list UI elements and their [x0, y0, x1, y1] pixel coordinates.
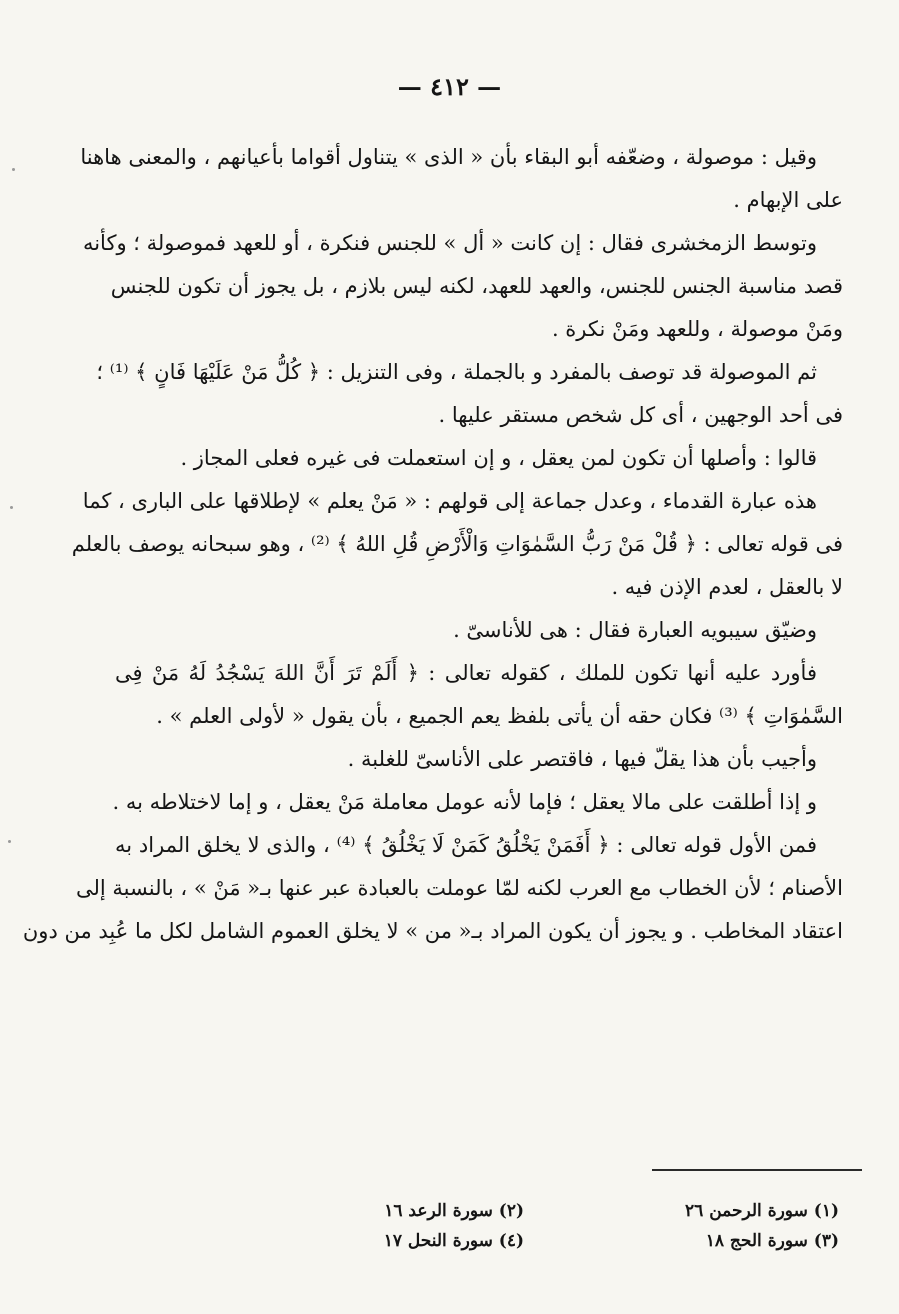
- text-line: و إذا أطلقت على مالا يعقل ؛ فإما لأنه عومل معاملة مَنْ يعقل ، و إما لاختلاطه به .: [112, 790, 817, 814]
- footnote-divider: [652, 1169, 862, 1171]
- text-line: فى قوله تعالى : ﴿ قُلْ مَنْ رَبُّ السَّمٰوَاتِ وَالْأَرْضِ قُلِ اللهُ ﴾ ⁽²⁾ ، وهو سبحانه يوصف بالعلم: [71, 532, 843, 556]
- text-line: فأورد عليه أنها تكون للملك ، كقوله تعالى : ﴿ أَلَمْ تَرَ أَنَّ اللهَ يَسْجُدُ لَهُ مَنْ فِى: [115, 661, 817, 685]
- text-line: هذه عبارة القدماء ، وعدل جماعة إلى قولهم : « مَنْ يعلم » لإطلاقها على البارى ، كما: [82, 489, 817, 513]
- text-line: فى أحد الوجهين ، أى كل شخص مستقر عليها .: [438, 403, 843, 427]
- text-line: السَّمٰوَاتِ ﴾ ⁽³⁾ فكان حقه أن يأتى بلفظ يعم الجميع ، بأن يقول « لأولى العلم » .: [156, 704, 843, 728]
- body-text: [22, 136, 843, 953]
- text-line: قالوا : وأصلها أن تكون لمن يعقل ، و إن استعملت فى غيره فعلى المجاز .: [180, 446, 817, 470]
- page-number: — ٤١٢ —: [397, 72, 502, 101]
- footnotes: [299, 1198, 839, 1254]
- text-line: لا بالعقل ، لعدم الإذن فيه .: [611, 575, 843, 599]
- text-line: ثم الموصولة قد توصف بالمفرد و بالجملة ، وفى التنزيل : ﴿ كُلُّ مَنْ عَلَيْهَا فَانٍ ﴾ ⁽¹⁾ ؛: [96, 360, 817, 384]
- scan-speck: [10, 506, 13, 509]
- text-line: اعتقاد المخاطب . و يجوز أن يكون المراد بـ« من » لا يخلق العموم الشامل لكل ما عُبِد من دون: [22, 919, 843, 943]
- text-line: فمن الأول قوله تعالى : ﴿ أَفَمَنْ يَخْلُقُ كَمَنْ لَا يَخْلُقُ ﴾ ⁽⁴⁾ ، والذى لا يخلق المراد به: [115, 833, 817, 857]
- footnote-3: (٣) سورة الحج ١٨: [705, 1231, 839, 1251]
- text-line: قصد مناسبة الجنس للجنس، والعهد للعهد، لكنه ليس بلازم ، بل يجوز أن تكون للجنس: [110, 274, 843, 298]
- footnote-2: (٢) سورة الرعد ١٦: [384, 1201, 524, 1221]
- text-line: ومَنْ موصولة ، وللعهد ومَنْ نكرة .: [551, 317, 843, 341]
- text-line: وضيّق سيبويه العبارة فقال : هى للأناسىّ .: [453, 618, 817, 642]
- scan-speck: [12, 168, 15, 171]
- text-line: وتوسط الزمخشرى فقال : إن كانت « أل » للجنس فنكرة ، أو للعهد فموصولة ؛ وكأنه: [82, 231, 817, 255]
- text-line: الأصنام ؛ لأن الخطاب مع العرب لكنه لمّا عوملت بالعبادة عبر عنها بـ« مَنْ » ، بالنسبة إلى: [75, 876, 843, 900]
- text-line: على الإبهام .: [733, 188, 843, 212]
- text-line: وأجيب بأن هذا يقلّ فيها ، فاقتصر على الأناسىّ للغلبة .: [347, 747, 817, 771]
- scan-speck: [8, 840, 11, 843]
- footnote-1: (١) سورة الرحمن ٢٦: [685, 1201, 839, 1221]
- footnote-4: (٤) سورة النحل ١٧: [383, 1231, 524, 1251]
- text-line: وقيل : موصولة ، وضعّفه أبو البقاء بأن « الذى » يتناول أقواما بأعيانهم ، والمعنى هاهنا: [80, 145, 817, 169]
